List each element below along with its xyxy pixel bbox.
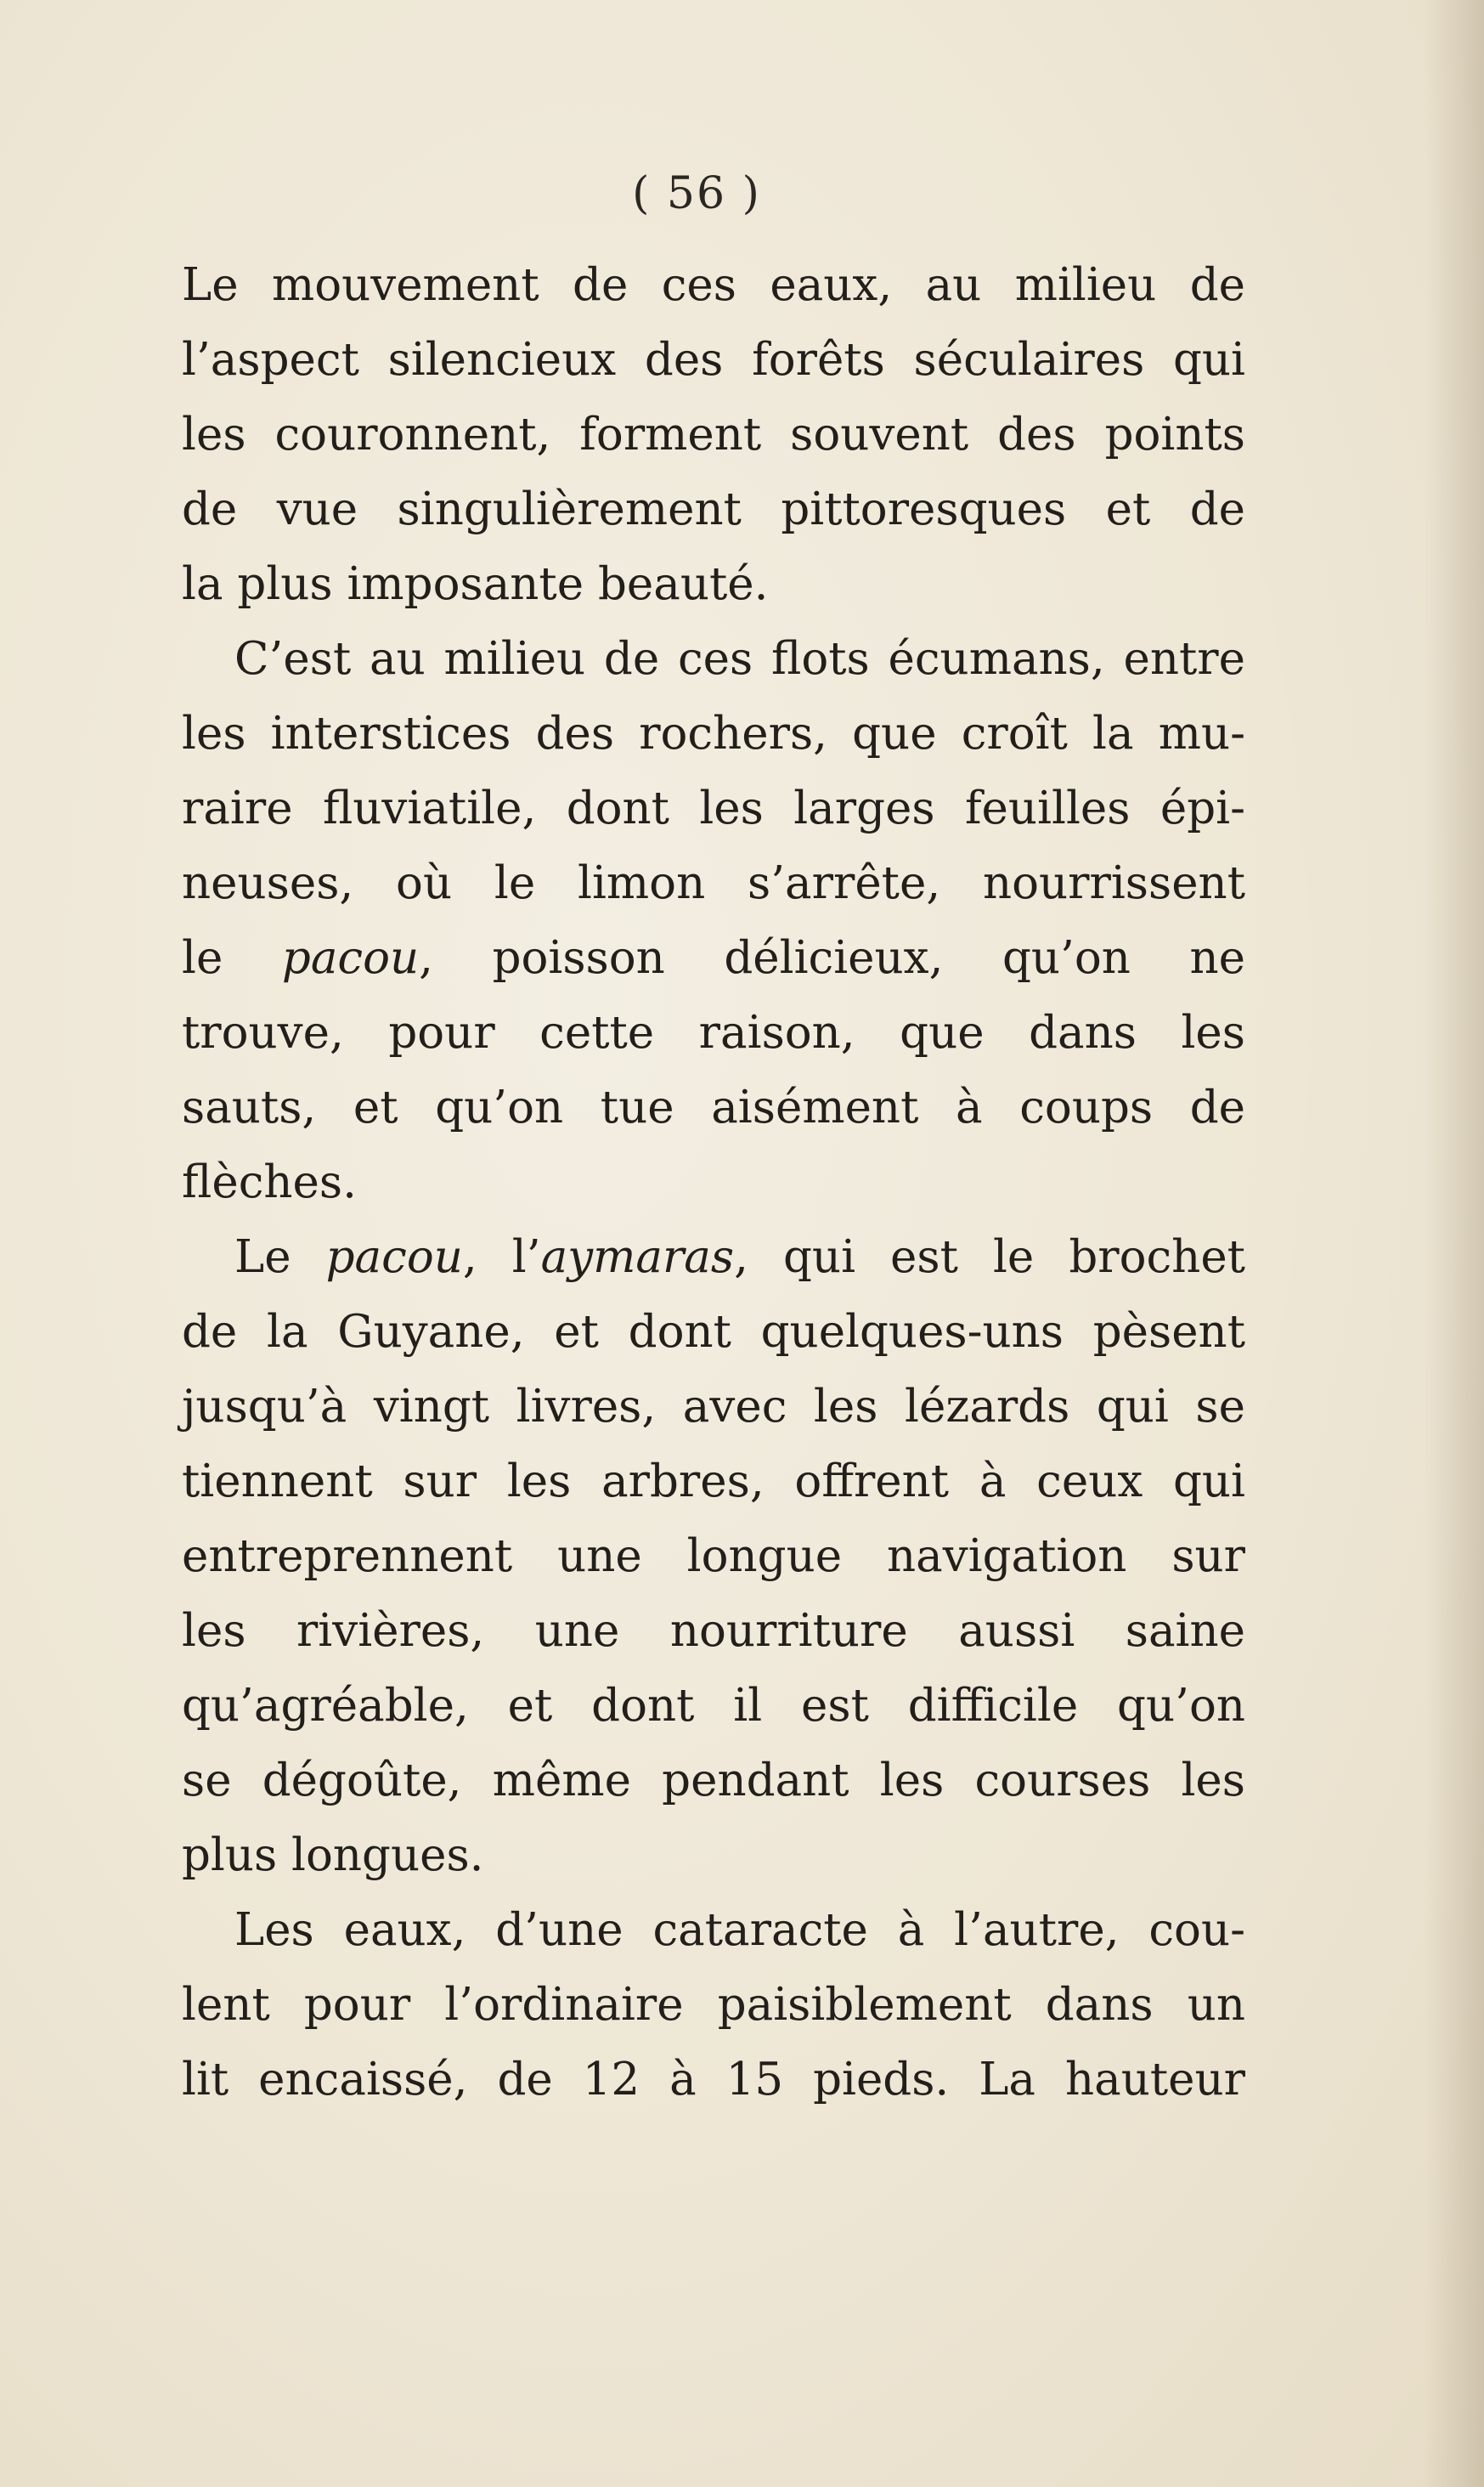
text-line: la plus imposante beauté. [182,558,769,610]
text-line: lit encaissé, de 12 à 15 pieds. La hauteur [182,2054,1245,2105]
italic-term: pacou [281,932,420,984]
paragraph-1 [182,248,1245,622]
page-number: ( 56 ) [632,168,761,219]
text-fragment: Le [234,1231,326,1283]
italic-term: aymaras [540,1231,735,1283]
text-line: neuses, où le limon s’arrête, nourrissent [182,857,1245,909]
text-line: entreprennent une longue navigation sur [182,1530,1245,1582]
text-line: les couronnent, forment souvent des points [182,409,1245,461]
text-line: se dégoûte, même pendant les courses les [182,1755,1245,1806]
text-line: raire fluviatile, dont les larges feuilles épi- [182,783,1245,834]
text-line: de vue singulièrement pittoresques et de [182,483,1245,535]
text-line: les interstices des rochers, que croît la mu- [182,708,1245,760]
text-fragment: , l’ [462,1231,541,1283]
text-line-mixed [182,921,1245,996]
text-line: plus longues. [182,1829,484,1881]
text-line: flèches. [182,1156,357,1208]
text-line: Les eaux, d’une cataracte à l’autre, cou- [234,1904,1245,1956]
italic-term: pacou [325,1231,463,1283]
text-line: jusqu’à vingt livres, avec les lézards qui se [182,1381,1245,1433]
text-line: les rivières, une nourriture aussi saine [182,1605,1245,1657]
text-fragment: , qui est le brochet [734,1231,1245,1283]
body-text [182,248,1245,2117]
text-line: sauts, et qu’on tue aisément à coups de [182,1082,1245,1133]
text-line: trouve, pour cette raison, que dans les [182,1007,1245,1059]
paragraph-3 [182,1220,1245,1893]
text-line: C’est au milieu de ces flots écumans, entre [234,633,1245,685]
text-line: Le mouvement de ces eaux, au milieu de [182,259,1245,311]
text-line: de la Guyane, et dont quelques-uns pèsent [182,1306,1245,1358]
text-line: lent pour l’ordinaire paisiblement dans un [182,1979,1245,2031]
text-line-mixed [182,1220,1245,1295]
text-line: qu’agréable, et dont il est difficile qu’on [182,1680,1245,1732]
text-fragment: le [182,932,282,984]
paragraph-4 [182,1893,1245,2117]
text-fragment: , poisson délicieux, qu’on ne [419,932,1245,984]
text-line: tiennent sur les arbres, offrent à ceux qui [182,1455,1245,1507]
paragraph-2 [182,622,1245,1220]
text-line: l’aspect silencieux des forêts séculaires qui [182,334,1245,386]
